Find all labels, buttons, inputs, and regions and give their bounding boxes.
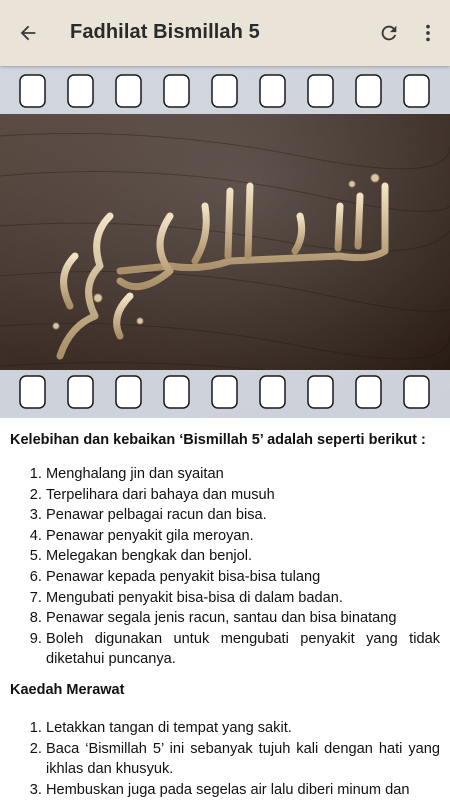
hero-image (0, 66, 450, 418)
refresh-button[interactable] (376, 20, 402, 46)
list-item: 2. Baca ‘Bismillah 5’ ini sebanyak tujuh kali dengan hati yang ikhlas dan khusyuk. (46, 739, 440, 780)
app-bar (0, 0, 450, 66)
list-item: 9. Boleh digunakan untuk mengubati penyakit yang tidak diketahui puncanya. (46, 629, 440, 670)
article-content (0, 418, 450, 800)
list-item: 6. Penawar kepada penyakit bisa-bisa tulang (46, 567, 440, 588)
benefits-list (10, 464, 440, 670)
list-item: 1. Menghalang jin dan syaitan (46, 464, 440, 485)
back-button[interactable] (14, 19, 42, 47)
bismillah-calligraphy-image (0, 66, 450, 418)
arrow-left-icon (17, 22, 39, 44)
refresh-icon (378, 22, 400, 44)
list-item: 7. Mengubati penyakit bisa-bisa di dalam badan. (46, 588, 440, 609)
list-item: 2. Terpelihara dari bahaya dan musuh (46, 485, 440, 506)
page-title: Fadhilat Bismillah 5 (70, 21, 260, 43)
list-item: 1. Letakkan tangan di tempat yang sakit. (46, 718, 440, 739)
method-steps-list (10, 718, 440, 800)
benefits-heading: Kelebihan dan kebaikan ‘Bismillah 5’ adalah seperti berikut : (10, 432, 426, 448)
list-item: 3. Hembuskan juga pada segelas air lalu diberi minum dan (46, 780, 440, 800)
method-heading: Kaedah Merawat (10, 681, 125, 698)
list-item: 4. Penawar penyakit gila meroyan. (46, 526, 440, 547)
list-item: 3. Penawar pelbagai racun dan bisa. (46, 505, 440, 526)
more-options-button[interactable] (416, 20, 440, 46)
more-vert-icon (417, 22, 439, 44)
list-item: 8. Penawar segala jenis racun, santau dan bisa binatang (46, 608, 440, 629)
list-item: 5. Melegakan bengkak dan benjol. (46, 546, 440, 567)
